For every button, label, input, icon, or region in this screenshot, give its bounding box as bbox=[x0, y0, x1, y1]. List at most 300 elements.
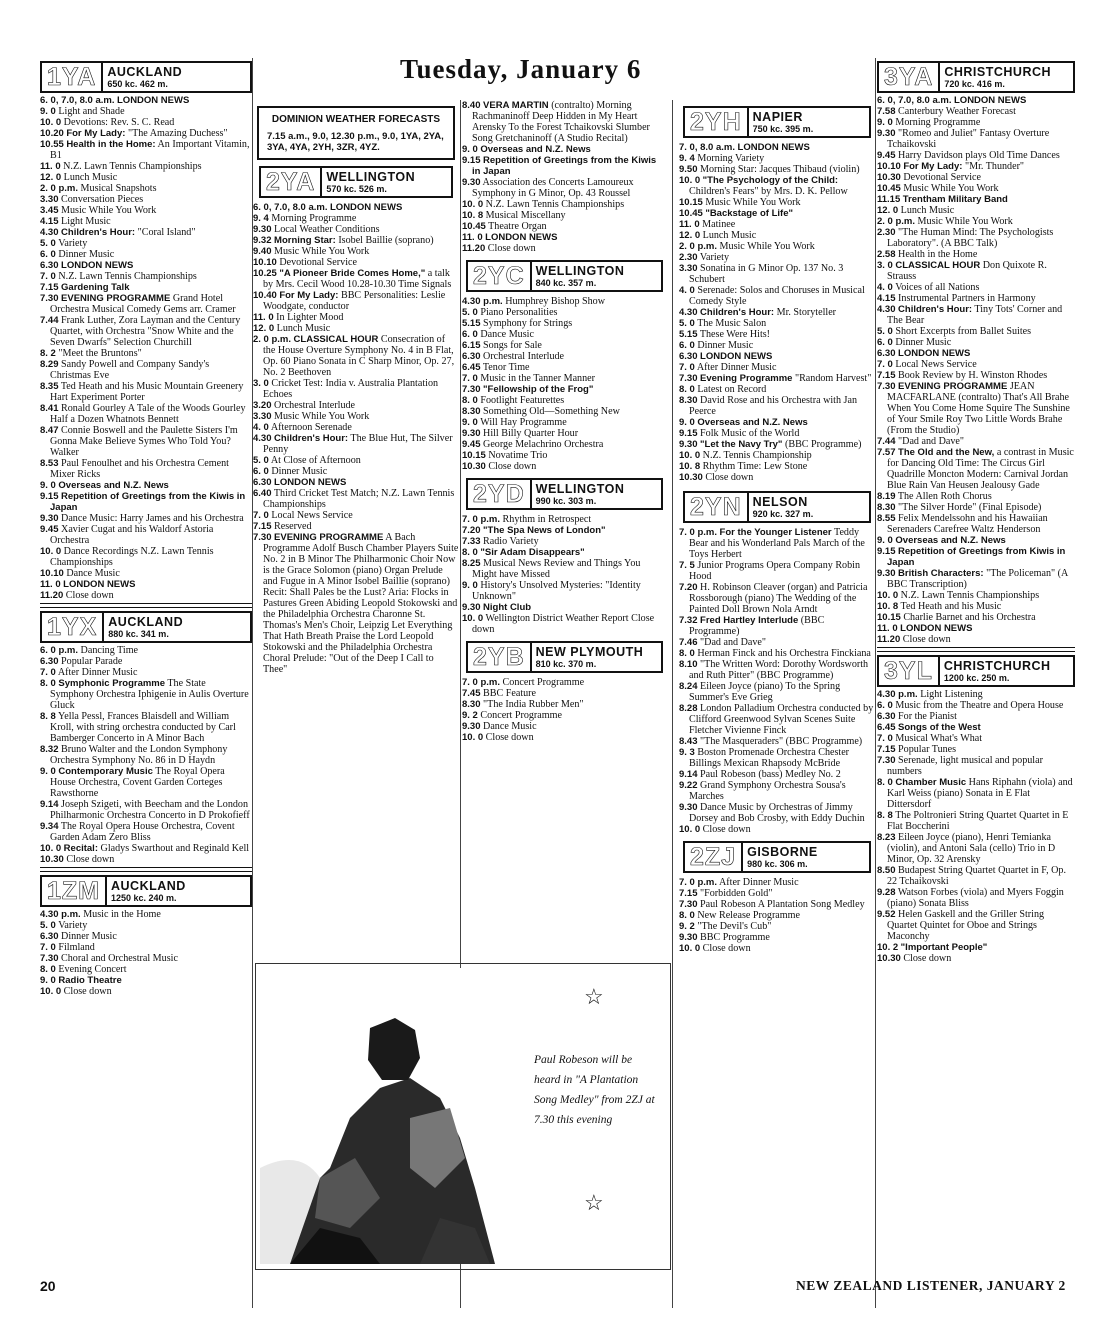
schedule-entry bbox=[679, 307, 875, 318]
schedule-entry bbox=[877, 128, 1075, 150]
entry-description: Close down bbox=[485, 732, 534, 743]
entry-feature-title: Recital: bbox=[63, 843, 98, 854]
entry-time: 6. 0 bbox=[40, 249, 56, 260]
entry-feature-title: Radio Theatre bbox=[58, 975, 122, 986]
entry-time: 8.43 bbox=[679, 736, 698, 747]
schedule-entry bbox=[462, 351, 667, 362]
schedule-entry bbox=[679, 263, 875, 285]
entry-time: 9. 0 bbox=[462, 144, 478, 155]
schedule-entry bbox=[679, 932, 875, 943]
entry-feature-title: "Backstage of Life" bbox=[705, 208, 793, 219]
entry-description: Morning Programme bbox=[271, 213, 357, 224]
entry-description: Afternoon Serenade bbox=[270, 422, 352, 433]
schedule-entry bbox=[877, 172, 1075, 183]
entry-description: Book Review by H. Winston Rhodes bbox=[898, 370, 1048, 381]
schedule-entry bbox=[679, 527, 875, 560]
entry-description: Association des Concerts Lamoureux Symphony in G Minor, Op. 43 Roussel bbox=[472, 177, 634, 199]
entry-description: The Music Salon bbox=[697, 318, 767, 329]
entry-description: Close down bbox=[63, 986, 112, 997]
station-header-2yn bbox=[683, 491, 871, 523]
schedule-entry bbox=[877, 194, 1075, 205]
entry-description: Close down bbox=[66, 854, 115, 865]
schedule-entry bbox=[462, 547, 667, 558]
entry-feature-title: Trentham Military Band bbox=[902, 194, 1008, 205]
schedule-entry bbox=[462, 232, 667, 243]
schedule-entry bbox=[40, 656, 252, 667]
station-call: 2YB bbox=[468, 643, 532, 671]
schedule-entry bbox=[40, 579, 252, 590]
schedule-entry bbox=[462, 536, 667, 547]
schedule-entry bbox=[877, 733, 1075, 744]
schedule-entry bbox=[40, 744, 252, 766]
schedule-entry bbox=[253, 312, 459, 323]
entry-description: "Romeo and Juliet" Fantasy Overture Tchaikovski bbox=[887, 128, 1050, 150]
schedule-entry bbox=[253, 477, 459, 488]
schedule-entry bbox=[462, 144, 667, 155]
entry-description: An Important Vitamin, B1 bbox=[50, 139, 250, 161]
entry-time: 9. 0 bbox=[40, 480, 56, 491]
entry-time: 3.30 bbox=[679, 263, 698, 274]
entry-description: Close down bbox=[902, 634, 951, 645]
entry-time: 9. 0 bbox=[679, 417, 695, 428]
entry-time: 10.30 bbox=[679, 472, 703, 483]
entry-feature-title: "Let the Navy Try" bbox=[700, 439, 783, 450]
entry-time: 8.50 bbox=[877, 865, 896, 876]
entry-description: Rhythm in Retrospect bbox=[502, 514, 592, 525]
entry-feature-title: Children's Hour: bbox=[700, 307, 775, 318]
schedule-entry bbox=[679, 461, 875, 472]
entry-time: 9.30 bbox=[877, 128, 896, 139]
entry-time: 3.20 bbox=[253, 400, 272, 411]
schedule-entry bbox=[877, 260, 1075, 282]
entry-description: Paul Robeson (bass) Medley No. 2 bbox=[700, 769, 841, 780]
entry-description: Harry Davidson plays Old Time Dances bbox=[898, 150, 1060, 161]
entry-time: 9. 4 bbox=[679, 153, 695, 164]
schedule-entry bbox=[679, 428, 875, 439]
schedule-entry bbox=[877, 513, 1075, 535]
entry-time: 4.30 bbox=[253, 433, 272, 444]
schedule-entry bbox=[462, 210, 667, 221]
entry-time: 9.32 bbox=[253, 235, 272, 246]
schedule-entry bbox=[877, 227, 1075, 249]
entry-description: Music in the Home bbox=[83, 909, 161, 920]
entry-description: Lunch Music bbox=[63, 172, 118, 183]
schedule-1yx bbox=[40, 645, 252, 865]
schedule-entry bbox=[40, 953, 252, 964]
entry-time: 10.30 bbox=[877, 172, 901, 183]
schedule-entry bbox=[679, 943, 875, 954]
entry-description: Close down bbox=[487, 243, 536, 254]
schedule-entry bbox=[253, 400, 459, 411]
schedule-2yn bbox=[679, 527, 875, 835]
entry-description: Cricket Test: India v. Australia Plantation Echoes bbox=[263, 378, 439, 400]
entry-time: 8.30 bbox=[462, 699, 481, 710]
entry-time: 9. 0 bbox=[462, 580, 478, 591]
entry-time: 8.47 bbox=[40, 425, 59, 436]
schedule-entry bbox=[40, 282, 252, 293]
entry-time: 8.19 bbox=[877, 491, 896, 502]
entry-time: 10. 8 bbox=[679, 461, 701, 472]
entry-time: 3.30 bbox=[40, 194, 59, 205]
entry-feature-title: British Characters: bbox=[898, 568, 984, 579]
entry-time: 8.53 bbox=[40, 458, 59, 469]
entry-time: 10.20 bbox=[40, 128, 64, 139]
entry-time: 6. 0 bbox=[462, 329, 478, 340]
entry-description: Music While You Work bbox=[917, 216, 1013, 227]
entry-time: 6.30 bbox=[253, 477, 272, 488]
entry-description: Music from the Theatre and Opera House bbox=[895, 700, 1064, 711]
schedule-entry bbox=[462, 558, 667, 580]
entry-time: 10. 0 bbox=[40, 546, 62, 557]
entry-description: Consecration of the House Overture Symphony No. 4 in B Flat, Op. 60 Piano Sonata in C Sharp Minor, Op. 27, No. 2 Beethoven bbox=[263, 334, 455, 378]
entry-time: 7.30 bbox=[40, 293, 59, 304]
schedule-entry bbox=[462, 100, 667, 144]
entry-description: Music While You Work bbox=[903, 183, 999, 194]
entry-time: 10.30 bbox=[40, 854, 64, 865]
schedule-entry bbox=[679, 681, 875, 703]
schedule-entry bbox=[40, 403, 252, 425]
entry-description: Close down bbox=[488, 461, 537, 472]
schedule-entry bbox=[462, 395, 667, 406]
schedule-entry bbox=[253, 532, 459, 675]
entry-time: 7. 0, 8.0 a.m. bbox=[679, 142, 735, 153]
schedule-entry bbox=[253, 213, 459, 224]
station-header-1ya bbox=[40, 61, 252, 93]
station-header-3yl bbox=[877, 655, 1075, 687]
entry-description: Junior Programs Opera Company Robin Hood bbox=[689, 560, 860, 582]
schedule-entry bbox=[462, 155, 667, 177]
entry-description: Canterbury Weather Forecast bbox=[898, 106, 1016, 117]
entry-description: Voices of all Nations bbox=[895, 282, 980, 293]
entry-description: Paul Robeson A Plantation Song Medley bbox=[700, 899, 865, 910]
schedule-3ya bbox=[877, 95, 1075, 645]
entry-description: Morning Programme bbox=[895, 117, 981, 128]
entry-feature-title: "A Pioneer Bride Comes Home," bbox=[279, 268, 426, 279]
schedule-entry bbox=[877, 744, 1075, 755]
entry-time: 9. 0 bbox=[40, 106, 56, 117]
schedule-entry bbox=[40, 348, 252, 359]
entry-time: 2. 0 p.m. bbox=[679, 241, 718, 252]
schedule-3yl bbox=[877, 689, 1075, 964]
entry-time: 10. 0 bbox=[679, 943, 701, 954]
schedule-entry bbox=[877, 359, 1075, 370]
entry-description: Helen Gaskell and the Griller String Quartet Quintet for Oboe and Strings Maconchy bbox=[887, 909, 1045, 942]
entry-description: David Rose and his Orchestra with Jan Peerce bbox=[689, 395, 858, 417]
entry-time: 10.10 bbox=[877, 161, 901, 172]
station-city: WELLINGTON bbox=[535, 482, 625, 496]
entry-description: Footlight Featurettes bbox=[480, 395, 565, 406]
schedule-entry bbox=[462, 677, 667, 688]
entry-description: Symphony for Strings bbox=[483, 318, 573, 329]
schedule-entry bbox=[877, 502, 1075, 513]
entry-time: 11. 0 bbox=[877, 623, 898, 634]
schedule-entry bbox=[877, 447, 1075, 491]
entry-time: 9.15 bbox=[40, 491, 59, 502]
entry-description: Songs for Sale bbox=[483, 340, 542, 351]
station-city: WELLINGTON bbox=[535, 264, 625, 278]
entry-time: 7. 0 p.m. bbox=[462, 677, 501, 688]
entry-description: (BBC Programme) bbox=[689, 615, 825, 637]
entry-description: Local News Service bbox=[271, 510, 353, 521]
entry-description: After Dinner Music bbox=[57, 667, 138, 678]
entry-feature-title: Night Club bbox=[483, 602, 532, 613]
entry-time: 7. 0 p.m. bbox=[679, 877, 718, 888]
entry-feature-title: LONDON NEWS bbox=[117, 95, 190, 106]
entry-description: Dance Music bbox=[480, 329, 534, 340]
schedule-entry bbox=[40, 546, 252, 568]
entry-time: 10. 0 bbox=[679, 824, 701, 835]
entry-description: Music While You Work bbox=[719, 241, 815, 252]
entry-time: 6. 0 bbox=[679, 340, 695, 351]
entry-description: N.Z. Lawn Tennis Championships bbox=[63, 161, 202, 172]
entry-time: 7. 0 bbox=[253, 510, 269, 521]
schedule-2ya bbox=[253, 202, 459, 675]
entry-description: JEAN MACFARLANE (contralto) That's All Brahe When You Come Home Squire The Sunshine of Your Smile Roy Two Little Words Brahe (From the Studio) bbox=[887, 381, 1070, 436]
entry-description: Music While You Work bbox=[274, 246, 370, 257]
entry-description: A Bach Programme Adolf Busch Chamber Players Suite No. 2 in B Minor The Philharmonic Choir Now is the Grace Solomon (piano) Organ Prelude and Fugue in A Minor Isobel Baillie (soprano) Recit: Shall Pales be the Lust? Aria: Flocks in Pastures Green Abiding Leopold Stokowski and the Philadelphia Orchestra Charonne St. Thomas's Men's Choir, Leipzig Let Everything That Hath Breath Praise the Lord Leopold Stokowski and the Philadelphia Orchestra Choral Prelude: "Out of the Deep I Call to Thee" bbox=[263, 532, 459, 675]
entry-description: Choral and Orchestral Music bbox=[61, 953, 178, 964]
schedule-entry bbox=[877, 689, 1075, 700]
entry-time: 4.30 bbox=[679, 307, 698, 318]
schedule-entry bbox=[40, 799, 252, 821]
entry-description: Budapest String Quartet Quartet in F, Op. 22 Tchaikovski bbox=[887, 865, 1066, 887]
schedule-entry bbox=[462, 307, 667, 318]
entry-time: 8.28 bbox=[679, 703, 698, 714]
schedule-entry bbox=[679, 197, 875, 208]
entry-time: 4. 0 bbox=[253, 422, 269, 433]
entry-description: Watson Forbes (viola) and Myers Foggin (piano) Sonata Bliss bbox=[887, 887, 1064, 909]
schedule-entry bbox=[40, 480, 252, 491]
entry-description: Conversation Pieces bbox=[61, 194, 144, 205]
entry-time: 7.15 bbox=[679, 888, 698, 899]
entry-time: 8. 8 bbox=[877, 810, 893, 821]
schedule-entry bbox=[253, 257, 459, 268]
schedule-entry bbox=[877, 282, 1075, 293]
schedule-entry bbox=[877, 183, 1075, 194]
schedule-entry bbox=[877, 117, 1075, 128]
entry-time: 9.30 bbox=[462, 602, 481, 613]
entry-time: 7.58 bbox=[877, 106, 896, 117]
station-call: 2YD bbox=[468, 480, 532, 508]
schedule-entry bbox=[40, 117, 252, 128]
entry-description: Paul Fenoulhet and his Orchestra Cement Mixer Ricks bbox=[50, 458, 229, 480]
entry-description: New Release Programme bbox=[697, 910, 800, 921]
entry-time: 3. 0 bbox=[877, 260, 893, 271]
column-4 bbox=[679, 100, 875, 954]
entry-description: For the Pianist bbox=[898, 711, 957, 722]
column-3 bbox=[462, 100, 667, 743]
entry-feature-title: "The Spa News of London" bbox=[483, 525, 606, 536]
schedule-entry bbox=[679, 921, 875, 932]
entry-description: Dance Music bbox=[483, 721, 537, 732]
entry-time: 10. 0 bbox=[462, 732, 484, 743]
entry-description: Musical What's What bbox=[895, 733, 983, 744]
entry-time: 7.57 bbox=[877, 447, 896, 458]
entry-description: London Palladium Orchestra conducted by Clifford Greenwood Sylvan Scenes Suite Fletcher Vivienne Finck bbox=[689, 703, 874, 736]
entry-time: 8.40 bbox=[462, 100, 481, 111]
entry-feature-title: LONDON NEWS bbox=[900, 623, 973, 634]
entry-description: Eileen Joyce (piano), Henri Temianka (violin), and Antoni Sala (cello) Trio in D Minor, Op. 32 Arensky bbox=[887, 832, 1056, 865]
entry-description: Close down bbox=[65, 590, 114, 601]
entry-time: 12. 0 bbox=[253, 323, 275, 334]
entry-time: 10.30 bbox=[462, 461, 486, 472]
entry-feature-title: Repetition of Greetings from the Kiwis in Japan bbox=[472, 155, 657, 177]
entry-time: 10.25 bbox=[253, 268, 277, 279]
entry-time: 6. 0, 7.0, 8.0 a.m. bbox=[40, 95, 115, 106]
station-city: NAPIER bbox=[752, 110, 803, 124]
entry-time: 8. 0 bbox=[462, 395, 478, 406]
entry-description: Radio Variety bbox=[483, 536, 539, 547]
entry-time: 5.15 bbox=[462, 318, 481, 329]
entry-time: 4.30 p.m. bbox=[40, 909, 81, 920]
entry-time: 8. 0 bbox=[679, 910, 695, 921]
entry-time: 7.15 bbox=[40, 282, 59, 293]
entry-time: 8. 2 bbox=[40, 348, 56, 359]
entry-description: "The Written Word: Dorothy Wordsworth and Ruth Pitter" (BBC Programme) bbox=[689, 659, 869, 681]
entry-description: Ted Heath and his Music Mountain Greenery Hart Experiment Porter bbox=[50, 381, 244, 403]
schedule-entry bbox=[679, 285, 875, 307]
schedule-entry bbox=[679, 241, 875, 252]
station-call: 3YL bbox=[879, 657, 940, 685]
schedule-entry bbox=[253, 378, 459, 400]
entry-time: 7. 0 bbox=[40, 667, 56, 678]
entry-time: 11.20 bbox=[462, 243, 486, 254]
schedule-entry bbox=[679, 659, 875, 681]
schedule-entry bbox=[40, 909, 252, 920]
entry-description: Mr. Storyteller bbox=[776, 307, 837, 318]
entry-feature-title: "Important People" bbox=[900, 942, 988, 953]
station-header-2yd bbox=[466, 478, 663, 510]
entry-description: a contrast in Music for Dancing Old Time: The Circus Girl Quadrille Moncton Modern: Carnival Jordan Blue Rain Van Heusen Jealousy Gade bbox=[887, 447, 1074, 491]
entry-time: 6. 0, 7.0, 8.0 a.m. bbox=[253, 202, 328, 213]
entry-time: 11.20 bbox=[877, 634, 901, 645]
entry-time: 7.30 bbox=[40, 953, 59, 964]
schedule-entry bbox=[679, 208, 875, 219]
schedule-entry bbox=[877, 249, 1075, 260]
entry-time: 9.30 bbox=[462, 721, 481, 732]
entry-description: Ronald Gourley A Tale of the Woods Gourley Half a Dozen Whatnots Bennett bbox=[50, 403, 246, 425]
entry-description: After Dinner Music bbox=[718, 877, 799, 888]
entry-description: Serenade, light musical and popular numbers bbox=[887, 755, 1043, 777]
entry-description: Variety bbox=[58, 920, 88, 931]
entry-time: 9.22 bbox=[679, 780, 698, 791]
entry-description: "Dad and Dave" bbox=[700, 637, 767, 648]
schedule-entry bbox=[462, 613, 667, 635]
column-rule bbox=[875, 58, 876, 1308]
schedule-entry bbox=[40, 425, 252, 458]
entry-time: 9.14 bbox=[40, 799, 59, 810]
photo-caption: Paul Robeson will be heard in "A Plantation Song Medley" from 2ZJ at 7.30 this evening bbox=[534, 1054, 655, 1126]
schedule-entry bbox=[877, 909, 1075, 942]
entry-time: 10.10 bbox=[253, 257, 277, 268]
entry-description: Reserved bbox=[274, 521, 312, 532]
entry-time: 5. 0 bbox=[877, 326, 893, 337]
entry-time: 9.50 bbox=[679, 164, 698, 175]
entry-description: Sandy Powell and Company Sandy's Christmas Eve bbox=[50, 359, 210, 381]
schedule-entry bbox=[462, 417, 667, 428]
schedule-entry bbox=[253, 224, 459, 235]
entry-time: 7. 0 bbox=[877, 733, 893, 744]
entry-description: Gladys Swarthout and Reginald Kell bbox=[100, 843, 250, 854]
entry-time: 7. 0 bbox=[877, 359, 893, 370]
schedule-1ya bbox=[40, 95, 252, 601]
schedule-entry bbox=[679, 417, 875, 428]
entry-time: 6. 0 p.m. bbox=[40, 645, 79, 656]
entry-description: Serenade: Solos and Choruses in Musical Comedy Style bbox=[689, 285, 865, 307]
schedule-entry bbox=[877, 700, 1075, 711]
entry-description: Orchestral Interlude bbox=[274, 400, 356, 411]
entry-time: 8.35 bbox=[40, 381, 59, 392]
schedule-entry bbox=[40, 986, 252, 997]
entry-time: 7.46 bbox=[679, 637, 698, 648]
entry-time: 8.30 bbox=[679, 395, 698, 406]
entry-description: The Poltronieri String Quartet Quartet in E Flat Boccherini bbox=[887, 810, 1069, 832]
entry-feature-title: EVENING PROGRAMME bbox=[274, 532, 384, 543]
entry-description: Dinner Music bbox=[58, 249, 115, 260]
schedule-entry bbox=[877, 590, 1075, 601]
entry-description: Popular Parade bbox=[61, 656, 123, 667]
entry-time: 6.30 bbox=[877, 711, 896, 722]
entry-time: 8.24 bbox=[679, 681, 698, 692]
entry-time: 7. 0 p.m. bbox=[679, 527, 718, 538]
schedule-entry bbox=[253, 433, 459, 455]
entry-description: At Close of Afternoon bbox=[270, 455, 361, 466]
entry-description: "Random Harvest" bbox=[794, 373, 872, 384]
entry-time: 11. 0 bbox=[462, 232, 483, 243]
entry-feature-title: Children's Hour: bbox=[61, 227, 136, 238]
entry-description: Dance Recordings N.Z. Lawn Tennis Championships bbox=[50, 546, 214, 568]
station-call: 1ZM bbox=[42, 877, 107, 905]
entry-time: 6.30 bbox=[877, 348, 896, 359]
entry-description: The Royal Opera House Orchestra, Covent Garden Corteges Rawsthorne bbox=[50, 766, 225, 799]
schedule-entry bbox=[40, 678, 252, 711]
entry-time: 10. 0 bbox=[40, 843, 62, 854]
schedule-entry bbox=[40, 491, 252, 513]
schedule-entry bbox=[679, 736, 875, 747]
entry-time: 8.32 bbox=[40, 744, 59, 755]
entry-description: Lunch Music bbox=[702, 230, 757, 241]
entry-time: 2.30 bbox=[877, 227, 896, 238]
schedule-entry bbox=[40, 964, 252, 975]
entry-description: Devotional Service bbox=[903, 172, 981, 183]
entry-description: Sonatina in G Minor Op. 137 No. 3 Schubert bbox=[689, 263, 844, 285]
schedule-2yb bbox=[462, 677, 667, 743]
entry-time: 8.41 bbox=[40, 403, 59, 414]
schedule-entry bbox=[462, 710, 667, 721]
entry-time: 9.52 bbox=[877, 909, 896, 920]
entry-description: H. Robinson Cleaver (organ) and Patricia Rossborough (piano) The Wedding of the Painted Doll Brown Nola Arndt bbox=[689, 582, 868, 615]
schedule-entry bbox=[462, 450, 667, 461]
entry-time: 6. 0 bbox=[877, 337, 893, 348]
schedule-entry bbox=[40, 95, 252, 106]
page-number: 20 bbox=[40, 1278, 56, 1294]
schedule-entry bbox=[679, 899, 875, 910]
entry-description: a talk by Mrs. Cecil Wood 10.28-10.30 Time Signals bbox=[263, 268, 452, 290]
schedule-entry bbox=[253, 235, 459, 246]
entry-description: Music in the Tanner Manner bbox=[480, 373, 595, 384]
entry-feature-title: LONDON NEWS bbox=[737, 142, 810, 153]
schedule-entry bbox=[679, 648, 875, 659]
schedule-2yh bbox=[679, 142, 875, 483]
station-frequency: 990 kc. 303 m. bbox=[535, 496, 597, 506]
entry-time: 2.58 bbox=[877, 249, 896, 260]
entry-description: Grand Hotel Orchestra Musical Comedy Gems arr. Cramer bbox=[50, 293, 236, 315]
entry-description: Light Listening bbox=[920, 689, 983, 700]
schedule-entry bbox=[40, 920, 252, 931]
entry-description: Lunch Music bbox=[900, 205, 955, 216]
entry-time: 8.30 bbox=[462, 406, 481, 417]
entry-time: 7.32 bbox=[679, 615, 698, 626]
